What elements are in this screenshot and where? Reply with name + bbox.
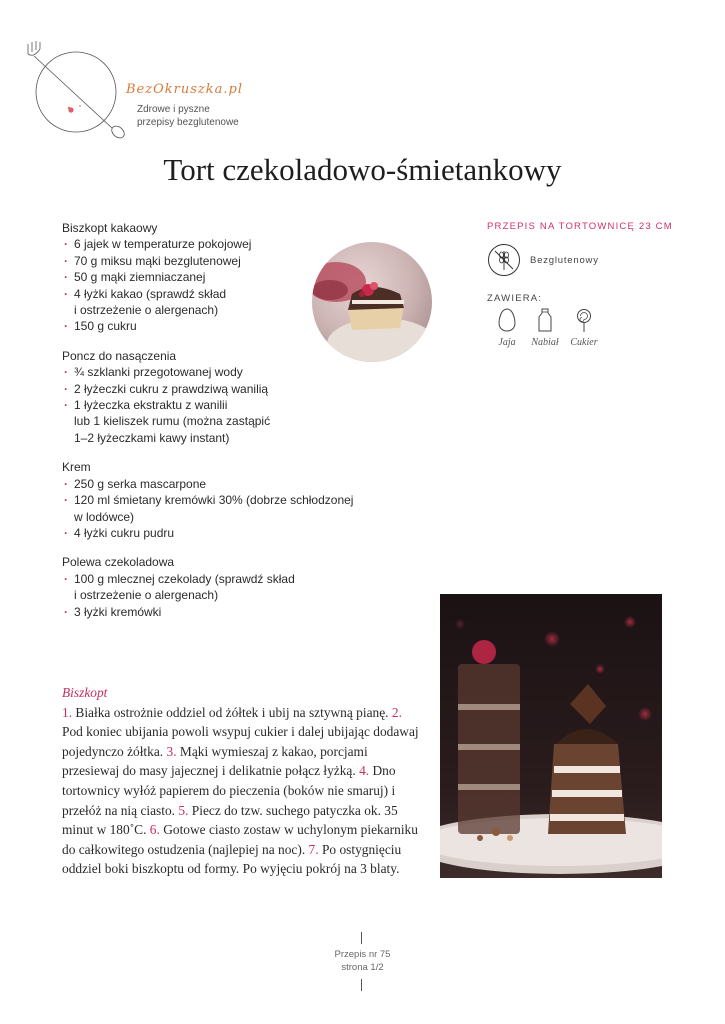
method bbox=[62, 683, 422, 879]
ingredient-section bbox=[62, 554, 382, 620]
footer-divider-top bbox=[361, 932, 362, 944]
ingredient-item: · 1 łyżeczka ekstraktu z wanilii lub 1 kieliszek rumu (można zastąpić 1–2 łyżeczkami kawy instant) bbox=[62, 397, 382, 446]
section-title: Krem bbox=[62, 460, 91, 475]
step-number: 7. bbox=[308, 841, 319, 857]
ingredient-item: · 50 g mąki ziemniaczanej bbox=[62, 269, 382, 285]
step-number: 1. bbox=[62, 704, 73, 720]
section-title: Poncz do nasączenia bbox=[62, 348, 177, 363]
brand-tagline bbox=[137, 103, 239, 129]
ingredient-item: · 4 łyżki kakao (sprawdź skład i ostrzeżenie o alergenach) bbox=[62, 286, 382, 319]
step-text: Białka ostrożnie oddziel od żółtek i ubij na sztywną pianę. bbox=[75, 704, 389, 720]
ingredient-item: · 70 g miksu mąki bezglutenowej bbox=[62, 253, 382, 269]
step-text: Dno tortownicy wyłóż papierem do pieczenia (boków nie smaruj) i przełóż na nią ciasto. bbox=[62, 763, 396, 818]
allergen-eggs bbox=[487, 307, 527, 348]
footer-divider-bottom bbox=[361, 979, 362, 991]
allergen-name: Jaja bbox=[498, 337, 516, 348]
footer bbox=[0, 949, 725, 974]
ingredient-item: · 3 łyżki kremówki bbox=[62, 604, 382, 620]
ingredient-item: · ¾ szklanki przegotowanej wody bbox=[62, 364, 382, 380]
ingredient-item: · 4 łyżki cukru pudru bbox=[62, 525, 382, 541]
contains-label: ZAWIERA: bbox=[487, 293, 543, 304]
step-text: Mąki wymieszaj z kakao, porcjami przesiewaj do masy jajecznej i delikatnie połącz łyżką. bbox=[62, 743, 368, 779]
step-number: 2. bbox=[391, 704, 402, 720]
section-title: Biszkopt kakaowy bbox=[62, 221, 158, 235]
section-title: Polewa czekoladowa bbox=[62, 555, 175, 570]
milk-bottle-icon bbox=[535, 307, 555, 333]
step-number: 3. bbox=[166, 743, 177, 759]
cake-slice-photo bbox=[312, 242, 432, 362]
egg-icon bbox=[497, 307, 517, 333]
allergen-sugar bbox=[564, 307, 604, 348]
brand-name: BezOkruszka.pl bbox=[126, 82, 243, 97]
ingredient-item: · 100 g mlecznej czekolady (sprawdź skład i ostrzeżenie o alergenach) bbox=[62, 571, 382, 604]
allergen-dairy bbox=[525, 307, 565, 348]
ingredient-item: · 150 g cukru bbox=[62, 318, 382, 334]
tagline-line-2: przepisy bezglutenowe bbox=[137, 117, 239, 128]
method-title: Biszkopt bbox=[62, 685, 108, 700]
ingredient-section bbox=[62, 348, 382, 446]
recipe-number: Przepis nr 75 bbox=[334, 949, 391, 960]
ingredient-item: · 2 łyżeczki cukru z prawdziwą wanilią bbox=[62, 381, 382, 397]
step-text: Gotowe ciasto zostaw w uchylonym piekarniku do całkowitego ostudzenia (najlepiej na noc). bbox=[62, 822, 418, 857]
tagline-line-1: Zdrowe i pyszne bbox=[137, 104, 210, 115]
step-number: 4. bbox=[359, 763, 370, 779]
step-text: Po ostygnięciu oddziel boki biszkoptu od formy. Po wyjęciu pokrój na 3 blaty. bbox=[62, 841, 402, 877]
lollipop-icon bbox=[574, 307, 594, 333]
cake-stack-photo bbox=[440, 594, 662, 878]
method-text bbox=[62, 703, 422, 879]
ingredient-section bbox=[62, 459, 382, 541]
step-number: 6. bbox=[149, 822, 160, 838]
ingredient-item: · 6 jajek w temperaturze pokojowej bbox=[62, 236, 382, 252]
page-number: strona 1/2 bbox=[341, 961, 384, 973]
gluten-free-icon bbox=[487, 243, 521, 277]
allergen-name: Cukier bbox=[570, 337, 598, 348]
page-title: Tort czekoladowo-śmietankowy bbox=[163, 152, 562, 187]
ingredient-item: · 120 ml śmietany kremówki 30% (dobrze schłodzonej w lodówce) bbox=[62, 492, 382, 525]
gluten-free-label: Bezglutenowy bbox=[530, 255, 599, 266]
logo-icon bbox=[24, 40, 134, 140]
ingredient-item: · 250 g serka mascarpone bbox=[62, 476, 382, 492]
step-text: Piecz do tzw. suchego patyczka ok. 35 minut w 180˚C. bbox=[62, 802, 398, 838]
allergen-name: Nabiał bbox=[531, 337, 559, 348]
step-number: 5. bbox=[178, 802, 189, 818]
pan-size-info: PRZEPIS NA TORTOWNICĘ 23 CM bbox=[487, 221, 673, 232]
step-text: Pod koniec ubijania powoli wsypuj cukier i dalej ubijając dodawaj pojedynczo żółtka. bbox=[62, 724, 419, 759]
